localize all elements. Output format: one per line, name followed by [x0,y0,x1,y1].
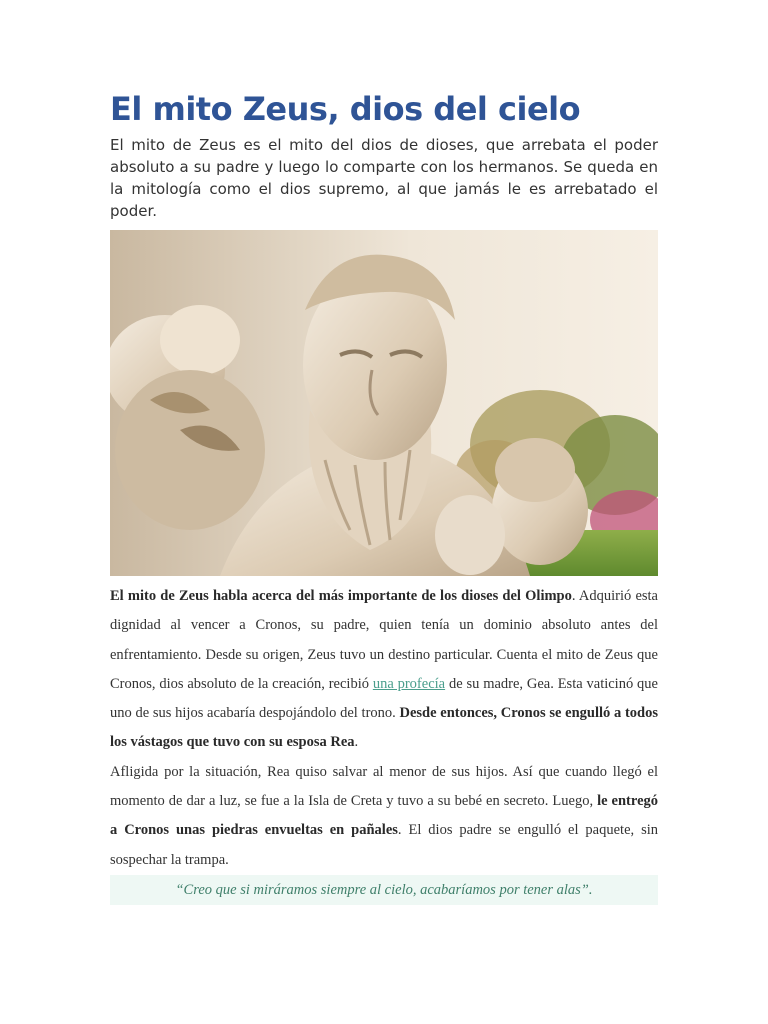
paragraph-text: de su madre, Gea. Esta vaticinó que uno de sus hijos acabaría despojándolo del trono. [110,675,658,722]
article-intro: El mito de Zeus es el mito del dios de dioses, que arrebata el poder absoluto a su padre y luego lo comparte con los hermanos. Se queda en la mitología como el dios supremo, al que jamás le es arrebatado el poder. [110,136,658,220]
prophecy-link[interactable]: una profecía [372,675,446,692]
paragraph-text: . El dios padre se engulló el paquete, sin sospechar la trampa. [110,822,658,868]
article [110,88,658,905]
paragraph-text: Afligida por la situación, Rea quiso salvar al menor de sus hijos. Así que cuando llegó el momento de dar a luz, se fue a la Isla de Creta y tuvo a su bebé en secreto. Luego, [110,763,658,810]
bold-text: Desde entonces, Cronos se engulló a todos los vástagos que tuvo con su esposa Rea [110,705,658,751]
bold-text: le entregó a Cronos unas piedras envueltas en pañales [110,793,658,839]
paragraph-text: . [354,734,359,751]
article-body [110,582,658,875]
paragraph-1 [110,582,658,758]
article-title: El mito Zeus, dios del cielo [110,90,581,128]
paragraph-2 [110,758,658,875]
zeus-statue-image [110,230,658,576]
quote-box: “Creo que si miráramos siempre al cielo, acabaríamos por tener alas”. [110,875,658,905]
paragraph-text: . Adquirió esta dignidad al vencer a Cronos, su padre, quien tenía un dominio absoluto antes del enfrentamiento. Desde su origen, Zeus tuvo un destino particular. Cuenta el mito de Zeus que Cronos, dios absoluto de la creación, recibió [110,588,658,692]
bold-text: El mito de Zeus habla acerca del más importante de los dioses del Olimpo [110,588,572,604]
